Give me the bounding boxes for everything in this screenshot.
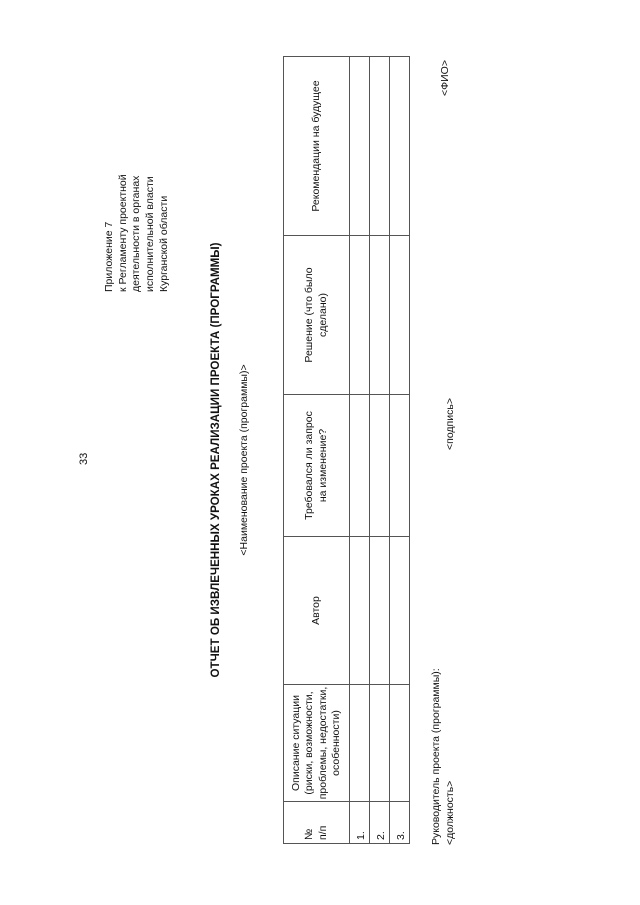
cell-change-request [390, 395, 410, 537]
header-description [284, 685, 350, 802]
header-line: особенности) [329, 710, 342, 776]
cell-author [370, 537, 390, 685]
header-line: сделано) [316, 293, 329, 337]
cell-change-request [350, 395, 370, 537]
lessons-learned-table [283, 56, 410, 844]
cell-decision [390, 236, 410, 395]
header-line: Описание ситуации [289, 695, 302, 791]
position-placeholder: <должность> [443, 780, 456, 845]
header-change-request [284, 395, 350, 537]
header-line: п/п [316, 825, 329, 840]
appendix-line: деятельности в органах [130, 175, 143, 292]
row-number: 3. [390, 802, 410, 844]
header-line: Автор [309, 596, 322, 625]
header-recommendations [284, 57, 350, 236]
cell-description [350, 685, 370, 802]
cell-recommendations [350, 57, 370, 236]
row-number: 1. [350, 802, 370, 844]
signature-placeholder: <подпись> [444, 398, 456, 450]
cell-description [390, 685, 410, 802]
table-header-row [284, 57, 350, 844]
header-line: Требовался ли запрос [303, 411, 316, 520]
header-line: проблемы, недостатки, [316, 686, 329, 800]
appendix-line: к Регламенту проектной [116, 174, 129, 292]
table-row [350, 57, 370, 844]
document-title: ОТЧЕТ ОБ ИЗВЛЕЧЕННЫХ УРОКАХ РЕАЛИЗАЦИИ ПРОЕКТА (ПРОГРАММЫ) [209, 242, 222, 678]
header-number [284, 802, 350, 844]
appendix-line: исполнительной власти [144, 176, 157, 292]
project-name-placeholder: <Наименование проекта (программы)> [238, 364, 250, 556]
header-line: на изменение? [316, 428, 329, 503]
header-author [284, 537, 350, 685]
header-line: № [303, 828, 316, 840]
cell-author [390, 537, 410, 685]
appendix-note [103, 174, 172, 292]
name-placeholder: <ФИО> [439, 60, 451, 96]
cell-recommendations [390, 57, 410, 236]
cell-decision [370, 236, 390, 395]
header-line: (риски, возможности, [303, 691, 316, 795]
header-line: Рекомендации на будущее [309, 80, 322, 212]
header-line: Решение (что было [303, 267, 316, 363]
signature-block [430, 668, 457, 845]
cell-description [370, 685, 390, 802]
appendix-line: Курганской области [157, 195, 170, 292]
appendix-line: Приложение 7 [103, 221, 115, 292]
cell-recommendations [370, 57, 390, 236]
row-number: 2. [370, 802, 390, 844]
table-row [390, 57, 410, 844]
cell-author [350, 537, 370, 685]
signature-caption: Руководитель проекта (программы): [430, 668, 442, 845]
cell-decision [350, 236, 370, 395]
page-number: 33 [78, 452, 90, 465]
cell-change-request [370, 395, 390, 537]
header-decision [284, 236, 350, 395]
table-row [370, 57, 390, 844]
